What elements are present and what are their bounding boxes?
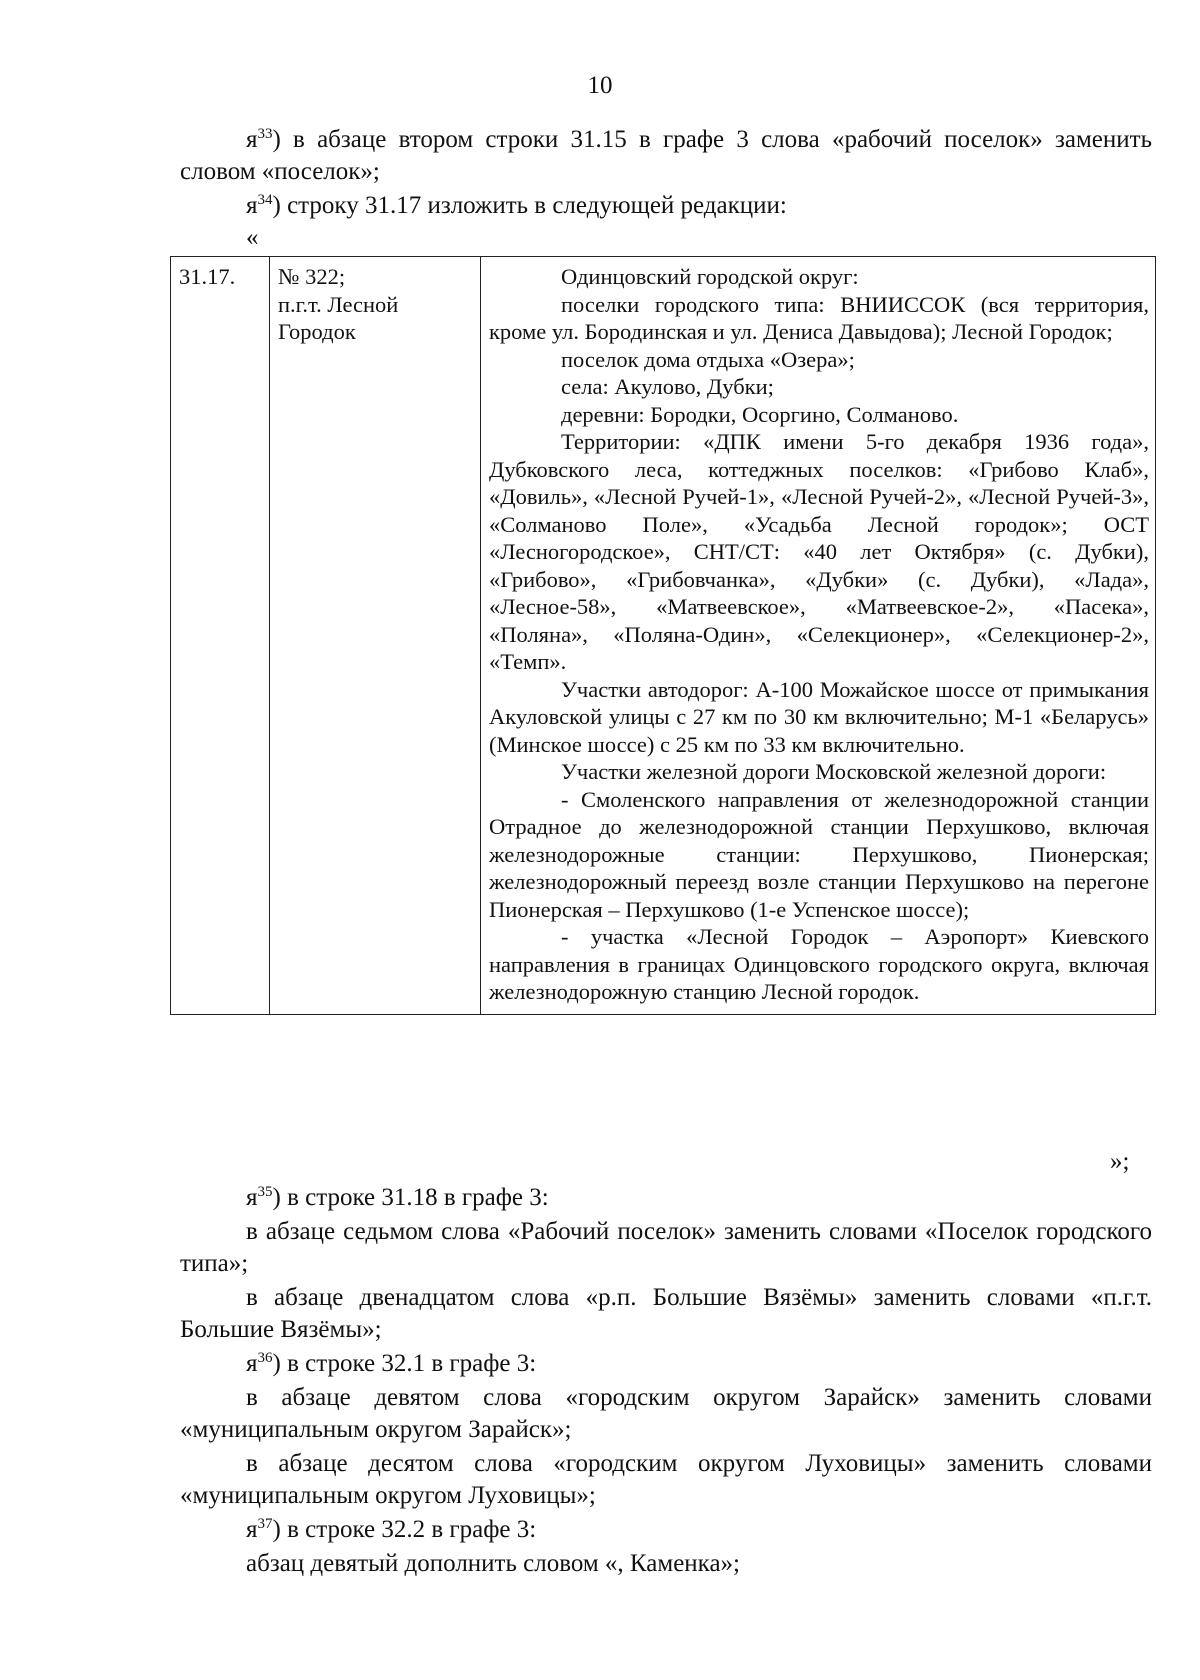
amendment-subparagraph: в абзаце девятом слова «городским округом Зарайск» заменить словами «муниципальным округом Зарайск»; — [180, 1384, 1152, 1443]
station-name: п.г.т. Лесной — [278, 291, 399, 317]
replacement-row-table — [170, 256, 1156, 1015]
item-marker: я — [246, 192, 258, 219]
territory-cell — [481, 257, 1156, 1015]
amendment-item-34 — [180, 190, 1152, 222]
item-superscript: 36 — [257, 1350, 273, 1366]
item-marker: я — [246, 126, 258, 153]
territory-paragraph: села: Акулово, Дубки; — [561, 374, 774, 399]
station-cell — [270, 257, 481, 1015]
amendment-text: ) строку 31.17 изложить в следующей редакции: — [272, 192, 787, 219]
row-number-cell: 31.17. — [171, 257, 270, 1015]
page-number: 10 — [587, 72, 613, 99]
amendment-subparagraph: в абзаце двенадцатом слова «р.п. Большие Вязёмы» заменить словами «п.г.т. Большие Вязёмы»; — [180, 1284, 1152, 1343]
territory-paragraph: деревни: Бородки, Осоргино, Солманово. — [561, 401, 959, 427]
territory-paragraph: Участки железной дороги Московской железной дороги: — [561, 759, 1107, 784]
amendment-text: ) в строке 31.18 в графе 3: — [272, 1184, 549, 1211]
amendment-subparagraph: в абзаце седьмом слова «Рабочий поселок» заменить словами «Поселок городского типа»; — [180, 1218, 1152, 1277]
amendment-subparagraph: в абзаце десятом слова «городским округом Луховицы» заменить словами «муниципальным округом Луховицы»; — [180, 1450, 1152, 1509]
item-superscript: 34 — [257, 192, 273, 208]
territory-paragraph: Участки автодорог: А-100 Можайское шоссе от примыкания Акуловской улицы с 27 км по 30 км включительно; М-1 «Беларусь» (Минское шоссе) с 25 км по 33 км включительно. — [489, 676, 1149, 757]
station-name-cont: Городок — [278, 319, 356, 344]
amendment-text: ) в строке 32.1 в графе 3: — [272, 1350, 537, 1377]
amendment-item-36 — [180, 1348, 1152, 1380]
item-superscript: 33 — [257, 126, 273, 142]
amendment-text: ) в абзаце втором строки 31.15 в графе 3 слова «рабочий поселок» заменить словом «поселок»; — [180, 126, 1152, 185]
open-quote: « — [246, 224, 259, 251]
item-superscript: 37 — [257, 1516, 273, 1532]
territory-paragraph: - участка «Лесной Городок – Аэропорт» Киевского направления в границах Одинцовского городского округа, включая железнодорожную станцию Лесной городок. — [489, 924, 1149, 1004]
item-marker: я — [246, 1184, 258, 1211]
amendment-item-37 — [180, 1514, 1152, 1546]
item-superscript: 35 — [257, 1184, 273, 1200]
close-quote: »; — [1110, 1148, 1130, 1175]
territory-paragraph: Территории: «ДПК имени 5-го декабря 1936 года», Дубковского леса, коттеджных поселков: «Грибово Клаб», «Довиль», «Лесной Ручей-1», «Лесной Ручей-2», «Лесной Ручей-3», «Солманово Поле», «Усадьба Лесной городок»; ОСТ «Лесногородское», СНТ/СТ: «40 лет Октября» (с. Дубки), «Грибово», «Грибовчанка», «Дубки» (с. Дубки), «Лада», «Лесное-58», «Матвеевское», «Матвеевское-2», «Пасека», «Поляна», «Поляна-Один», «Селекционер», «Селекционер-2», «Темп». — [489, 429, 1149, 674]
territory-paragraph: Одинцовский городской округ: — [561, 264, 859, 289]
territory-paragraph: - Смоленского направления от железнодорожной станции Отрадное до железнодорожной станции Перхушково, включая железнодорожные станции: Перхушково, Пионерская; железнодорожный переезд возле станции Перхушково на перегоне Пионерская – Перхушково (1-е Успенское шоссе); — [489, 786, 1149, 922]
station-number: № 322; — [278, 264, 346, 289]
item-marker: я — [246, 1350, 258, 1377]
table-row — [171, 257, 1156, 1015]
amendment-text: ) в строке 32.2 в графе 3: — [272, 1516, 537, 1543]
amendment-item-35 — [180, 1182, 1152, 1214]
amendment-item-33 — [180, 124, 1152, 188]
territory-paragraph: поселки городского типа: ВНИИССОК (вся территория, кроме ул. Бородинская и ул. Дениса Давыдова); Лесной Городок; — [489, 291, 1149, 344]
amendment-subparagraph: абзац девятый дополнить словом «, Каменка»; — [246, 1550, 740, 1577]
territory-paragraph: поселок дома отдыха «Озера»; — [561, 346, 855, 372]
item-marker: я — [246, 1516, 258, 1543]
